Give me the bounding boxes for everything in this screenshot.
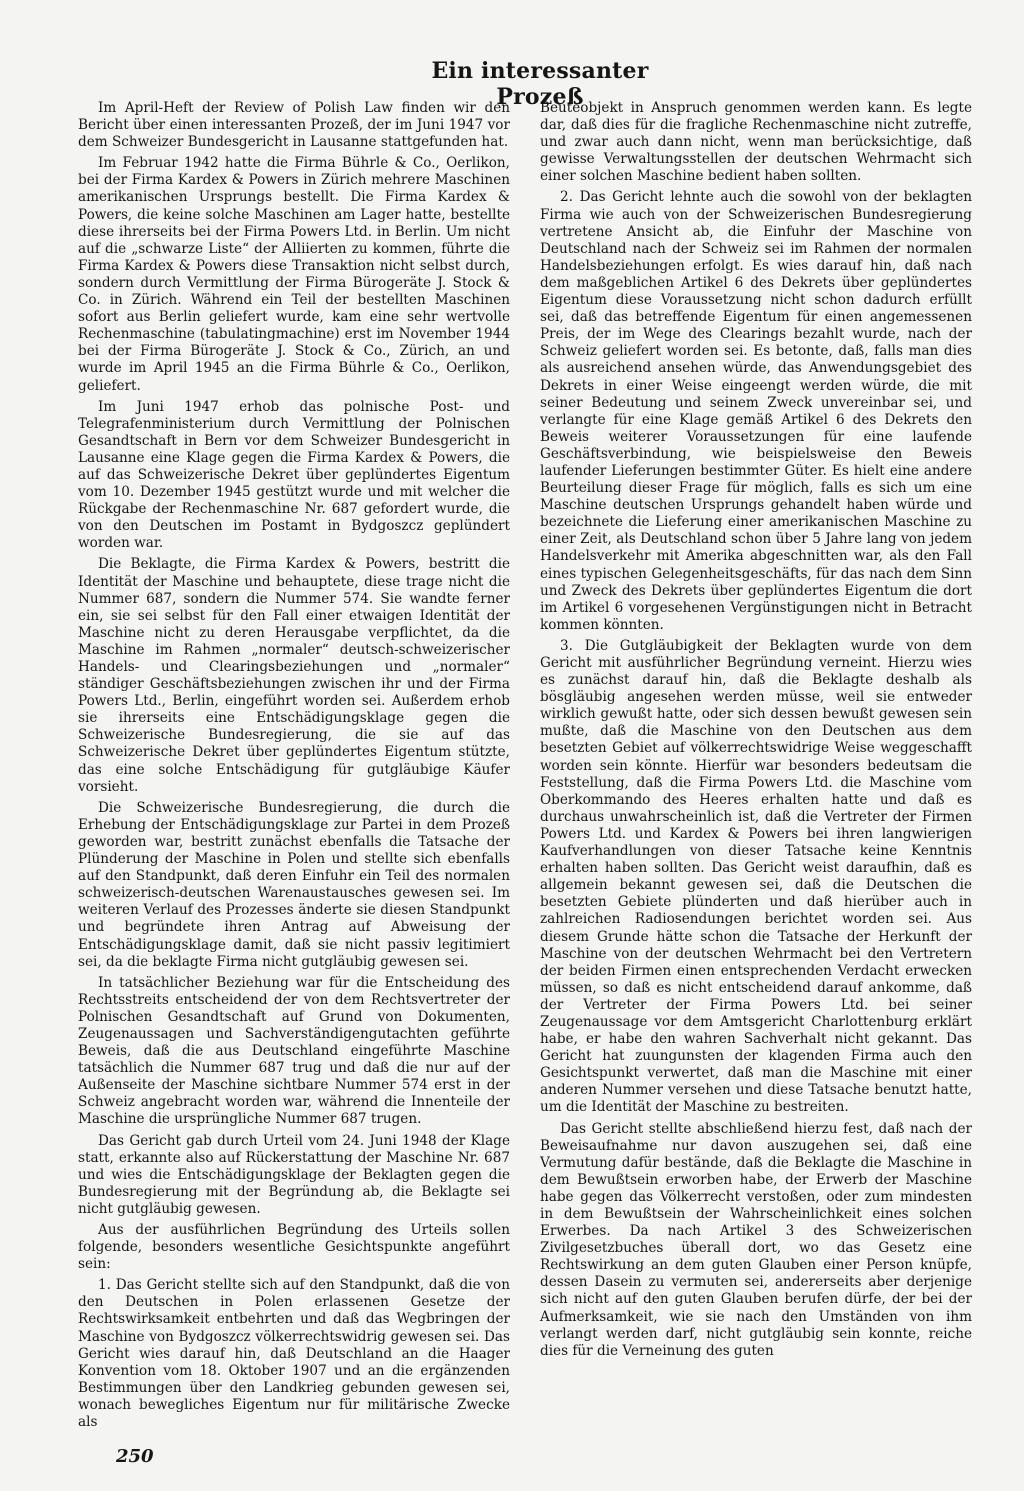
paragraph: Die Beklagte, die Firma Kardex & Powers, bestritt die Identität der Maschine und behauptete, diese trage nicht die Nummer 687, sondern die Nummer 574. Sie wandte ferner ein, sie sei selbst für den Fall einer etwaigen Identität der Maschine nicht zu deren Herausgabe verpflichtet, da die Maschine im Rahmen „normaler“ deutsch-schweizerischer Handels- und Clearingsbeziehungen und „normaler“ ständiger Geschäftsbeziehungen zwischen ihr und der Firma Powers Ltd., Berlin, eingeführt worden sei. Außerdem erhob sie ihrerseits eine Entschädigungsklage gegen die Schweizerische Bundesregierung, die sie auf das Schweizerische Dekret über geplündertes Eigentum stützte, das eine solche Entschädigung für gutgläubige Käufer vorsieht. xyxy=(78,556,510,795)
page-number: 250 xyxy=(116,1446,154,1467)
paragraph: 1. Das Gericht stellte sich auf den Standpunkt, daß die von den Deutschen in Polen erlassenen Gesetze der Rechtswirksamkeit entbehrten und daß das Wegbringen der Maschine von Bydgoszcz völkerrechtswidrig gewesen sei. Das Gericht wies darauf hin, daß Deutschland an die Haager Konvention vom 18. Oktober 1907 und an die ergänzenden Bestimmungen über den Landkrieg gebunden gewesen sei, wonach bewegliches Eigentum nur für militärische Zwecke als xyxy=(78,1277,510,1431)
paragraph: 2. Das Gericht lehnte auch die sowohl von der beklagten Firma wie auch von der Schweizerischen Bundesregierung vertretene Ansicht ab, die Einfuhr der Maschine von Deutschland nach der Schweiz sei im Rahmen der normalen Handelsbeziehungen erfolgt. Es wies darauf hin, daß nach dem maßgeblichen Artikel 6 des Dekrets über geplündertes Eigentum diese Voraussetzung nicht schon dadurch erfüllt sei, daß das betreffende Eigentum für einen angemessenen Preis, der im Wege des Clearings bezahlt wurde, nach der Schweiz geliefert worden sei. Es betonte, daß, falls man dies als ausreichend ansehen würde, das Anwendungsgebiet des Dekrets in einer Weise eingeengt werden würde, die mit seiner Bedeutung und seinem Zweck unvereinbar sei, und verlangte für eine Klage gemäß Artikel 6 des Dekrets den Beweis weiterer Voraussetzungen für eine laufende Geschäftsverbindung, wie beispielsweise den Beweis laufender Lieferungen bestimmter Güter. Es hielt eine andere Beurteilung dieser Frage für möglich, falls es sich um eine Maschine deutschen Ursprungs gehandelt haben würde und bezeichnete die Lieferung einer amerikanischen Maschine zu einer Zeit, als Deutschland schon über 5 Jahre lang von jedem Handelsverkehr mit Amerika abgeschnitten war, als den Fall eines typischen Gelegenheitsgeschäfts, für das nach dem Sinn und Zweck des Dekrets über geplündertes Eigentum die dort im Artikel 6 vorgesehenen Vergünstigungen nicht in Betracht kommen könnten. xyxy=(540,189,972,633)
paragraph: Die Schweizerische Bundesregierung, die durch die Erhebung der Entschädigungsklage zur Partei in dem Prozeß geworden war, bestritt zunächst ebenfalls die Tatsache der Plünderung der Maschine in Polen und stellte sich ebenfalls auf den Standpunkt, daß deren Einfuhr ein Teil des normalen schweizerisch-deutschen Warenaustausches gewesen sei. Im weiteren Verlauf des Prozesses änderte sie diesen Standpunkt und begründete ihren Antrag auf Abweisung der Entschädigungsklage damit, daß sie nicht passiv legitimiert sei, da die beklagte Firma nicht gutgläubig gewesen sei. xyxy=(78,799,510,970)
paragraph: Das Gericht stellte abschließend hierzu fest, daß nach der Beweisaufnahme nur davon auszugehen sei, daß eine Vermutung dafür bestände, daß die Beklagte die Maschine in dem Bewußtsein erworben habe, der Erwerb der Maschine habe gegen das Völkerrecht verstoßen, oder zum mindesten in dem Bewußtsein der Wahrscheinlichkeit eines solchen Erwerbes. Da nach Artikel 3 des Schweizerischen Zivilgesetzbuches überall dort, wo das Gesetz eine Rechtswirkung an dem guten Glauben einer Person knüpfe, dessen Dasein zu vermuten sei, andererseits aber derjenige sich nicht auf den guten Glauben berufen dürfe, der bei der Aufmerksamkeit, wie sie nach den Umständen von ihm verlangt werden darf, nicht gutgläubig sein konnte, reiche dies für die Verneinung des guten xyxy=(540,1120,972,1359)
article-title: Ein interessanter Prozeß xyxy=(431,58,649,110)
paragraph: Im Februar 1942 hatte die Firma Bührle & Co., Oerlikon, bei der Firma Kardex & Powers in Zürich mehrere Maschinen amerikanischen Ursprungs bestellt. Die Firma Kardex & Powers, die keine solche Maschinen am Lager hatte, bestellte diese ihrerseits bei der Firma Powers Ltd. in Berlin. Um nicht auf die „schwarze Liste“ der Alliierten zu kommen, führte die Firma Kardex & Powers diese Transaktion nicht selbst durch, sondern durch Vermittlung der Firma Bürogeräte J. Stock & Co. in Zürich. Während ein Teil der bestellten Maschinen sofort aus Berlin geliefert wurde, kam eine sehr wertvolle Rechenmaschine (tabulatingmachine) erst im November 1944 bei der Firma Bürogeräte J. Stock & Co., Zürich, an und wurde im April 1945 an die Firma Bührle & Co., Oerlikon, geliefert. xyxy=(78,155,510,394)
paragraph: Im Juni 1947 erhob das polnische Post- und Telegrafenministerium durch Vermittlung der Polnischen Gesandtschaft in Bern vor dem Schweizer Bundesgericht in Lausanne eine Klage gegen die Firma Kardex & Powers, die auf das Schweizerische Dekret über geplündertes Eigentum vom 10. Dezember 1945 gestützt wurde und mit welcher die Rückgabe der Rechenmaschine Nr. 687 gefordert wurde, die von den Deutschen im Postamt in Bydgoszcz geplündert worden war. xyxy=(78,398,510,552)
paragraph: Im April-Heft der Review of Polish Law finden wir den Bericht über einen interessanten Prozeß, der im Juni 1947 vor dem Schweizer Bundesgericht in Lausanne stattgefunden hat. xyxy=(78,100,510,151)
paragraph: In tatsächlicher Beziehung war für die Entscheidung des Rechtsstreits entscheidend der von dem Rechtsvertreter der Polnischen Gesandtschaft auf Grund von Dokumenten, Zeugenaussagen und Sachverständigengutachten geführte Beweis, daß die aus Deutschland eingeführte Maschine tatsächlich die Nummer 687 trug und daß die nur auf der Außenseite der Maschine sichtbare Nummer 574 erst in der Schweiz angebracht worden war, während die Innenteile der Maschine die ursprüngliche Nummer 687 trugen. xyxy=(78,974,510,1128)
paragraph: Das Gericht gab durch Urteil vom 24. Juni 1948 der Klage statt, erkannte also auf Rückerstattung der Maschine Nr. 687 und wies die Entschädigungsklage der Beklagten gegen die Bundesregierung mit der Begründung ab, die Beklagte sei nicht gutgläubig gewesen. xyxy=(78,1132,510,1217)
left-column xyxy=(78,100,510,1435)
paragraph: 3. Die Gutgläubigkeit der Beklagten wurde von dem Gericht mit ausführlicher Begründung verneint. Hierzu wies es zunächst darauf hin, daß die Beklagte deshalb als bösgläubig angesehen werden müsse, weil sie entweder wirklich gewußt hatte, oder sich dessen bewußt gewesen sein mußte, daß die Maschine von den Deutschen aus dem besetzten Gebiet auf völkerrechtswidrige Weise weggeschafft worden sein könnte. Hierfür war besonders bedeutsam die Feststellung, daß die Firma Powers Ltd. die Maschine vom Oberkommando des Heeres erhalten hatte und daß es durchaus unwahrscheinlich ist, daß die Vertreter der Firmen Powers Ltd. und Kardex & Powers bei ihren langwierigen Kaufverhandlungen von dieser Tatsache keine Kenntnis erhalten haben sollten. Das Gericht weist daraufhin, daß es allgemein bekannt gewesen sei, daß die Deutschen die besetzten Gebiete plünderten und daß hierüber auch in zahlreichen Radiosendungen berichtet worden sei. Aus diesem Grunde hätte schon die Tatsache der Herkunft der Maschine von der deutschen Wehrmacht bei den Vertretern der beiden Firmen einen entsprechenden Verdacht erwecken müssen, so daß es nicht entscheidend darauf ankomme, daß der Vertreter der Firma Powers Ltd. bei seiner Zeugenaussage vor dem Amtsgericht Charlottenburg erklärt habe, er habe den wahren Sachverhalt nicht gekannt. Das Gericht hat zuungunsten der klagenden Firma auch den Gesichtspunkt verwertet, daß man die Maschine mit einer anderen Nummer versehen und diese Tatsache benutzt hatte, um die Identität der Maschine zu bestreiten. xyxy=(540,637,972,1116)
paragraph: Aus der ausführlichen Begründung des Urteils sollen folgende, besonders wesentliche Gesichtspunkte angeführt sein: xyxy=(78,1222,510,1273)
paragraph-continued: Beuteobjekt in Anspruch genommen werden kann. Es legte dar, daß dies für die fragliche Rechenmaschine nicht zutreffe, und zwar auch dann nicht, wenn man berücksichtige, daß gewisse Verwaltungsstellen der deutschen Wehrmacht sich einer solchen Maschine bedient haben sollten. xyxy=(540,100,972,185)
right-column xyxy=(540,100,972,1364)
